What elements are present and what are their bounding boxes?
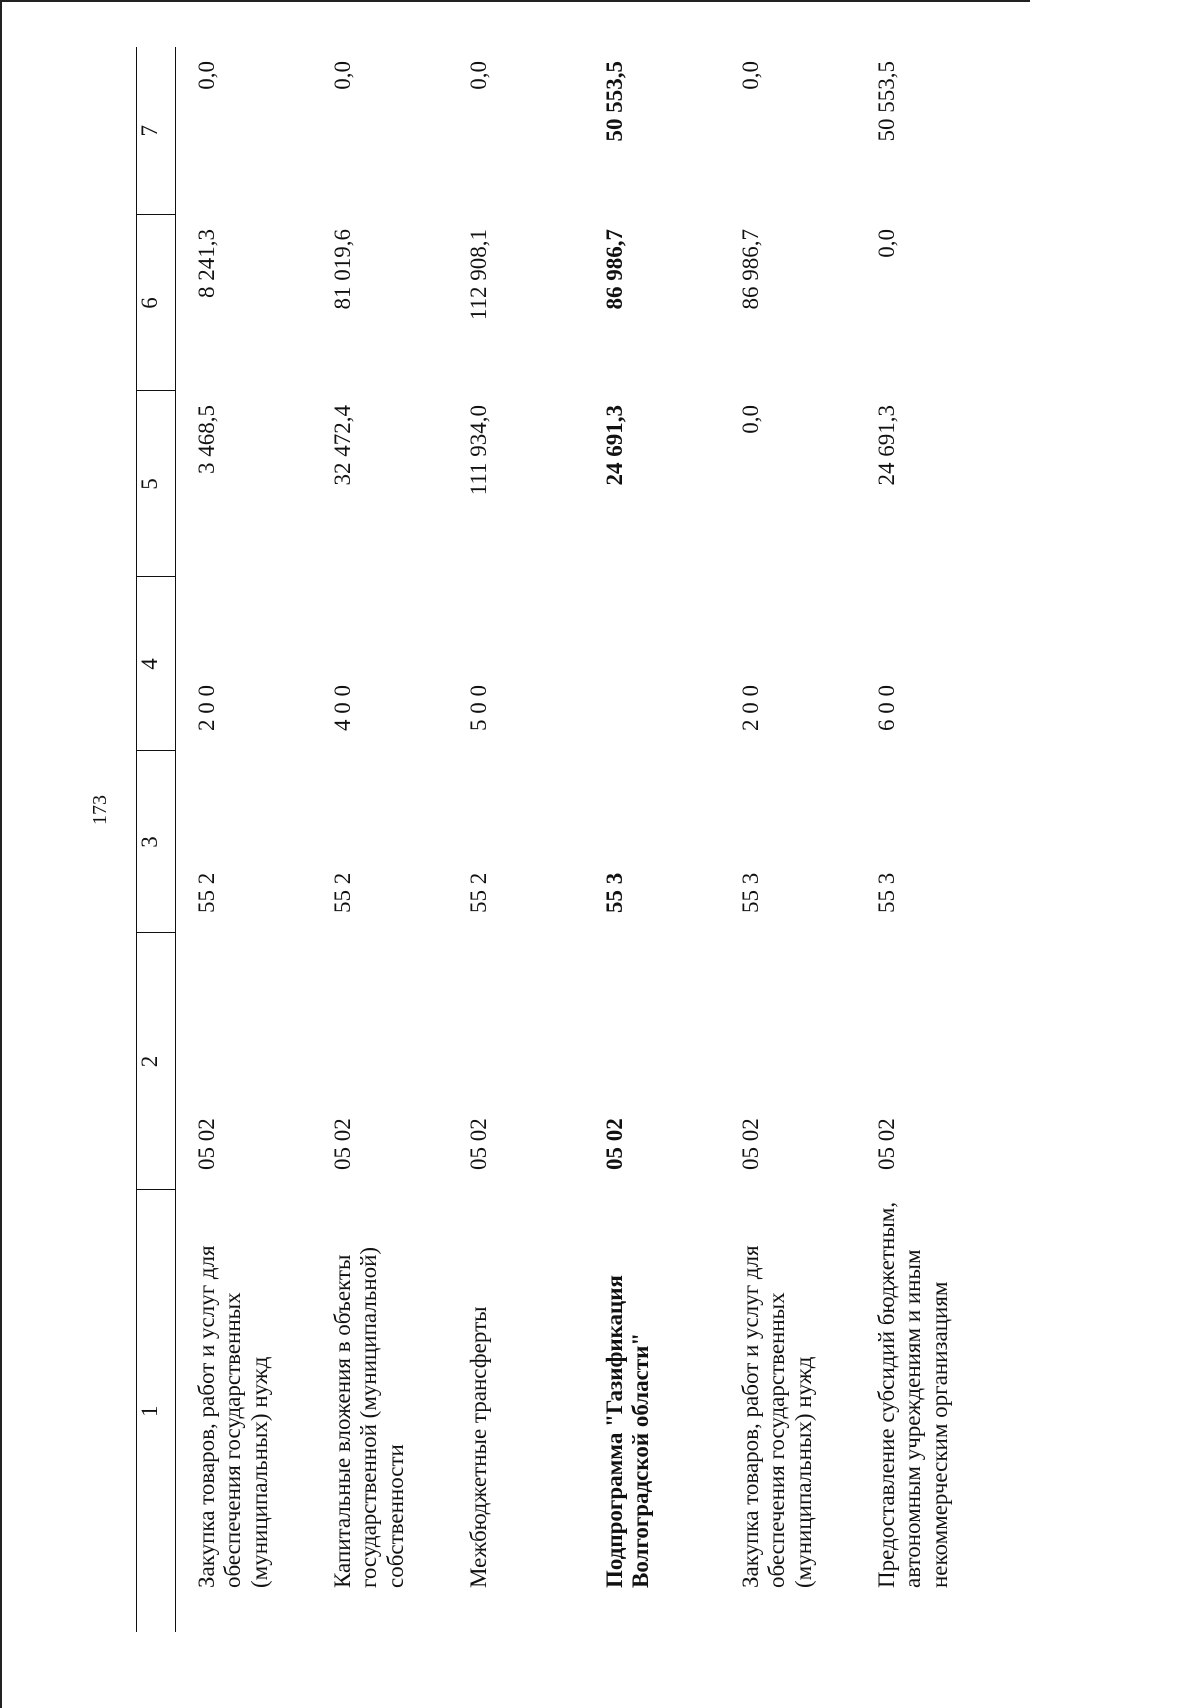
- column-header-7: 7: [137, 47, 176, 215]
- section-code: 05 02: [194, 1118, 219, 1170]
- column-header-6: 6: [137, 215, 176, 391]
- section-code: 05 02: [602, 1118, 627, 1170]
- column-header-1: 1: [137, 1190, 176, 1632]
- scan-edge-left: [0, 0, 2, 1708]
- expense-type-code: [584, 577, 720, 751]
- section-code: 05 02: [466, 1118, 491, 1170]
- table-header-row: [137, 47, 176, 1632]
- section-code: 05 02: [330, 1118, 355, 1170]
- amount-col-6: 0,0: [874, 229, 899, 258]
- table-row: [312, 47, 448, 1632]
- table-row: [176, 47, 313, 1632]
- amount-col-6: 8 241,3: [194, 229, 219, 298]
- row-name: Закупка товаров, работ и услуг для обеспечения государственных (муниципальных) нужд: [738, 1245, 816, 1588]
- scan-edge-top: [0, 0, 1030, 2]
- amount-col-7: 0,0: [738, 61, 763, 90]
- row-name: Капитальные вложения в объекты государственной (муниципальной) собственности: [330, 1246, 408, 1588]
- expense-type-code: 2 0 0: [738, 685, 763, 731]
- row-name: Межбюджетные трансферты: [466, 1306, 491, 1588]
- expense-type-code: 5 0 0: [466, 685, 491, 731]
- section-code: 05 02: [738, 1118, 763, 1170]
- target-code: 55 3: [874, 872, 899, 913]
- amount-col-5: 111 934,0: [466, 405, 491, 496]
- amount-col-7: 50 553,5: [602, 61, 627, 142]
- amount-col-7: 0,0: [466, 61, 491, 90]
- amount-col-7: 0,0: [330, 61, 355, 90]
- amount-col-6: 86 986,7: [602, 229, 627, 310]
- table-row-subprogram: [584, 47, 720, 1632]
- column-header-3: 3: [137, 751, 176, 933]
- expense-type-code: 6 0 0: [874, 685, 899, 731]
- target-code: 55 2: [330, 872, 355, 913]
- amount-col-6: 86 986,7: [738, 229, 763, 310]
- target-code: 55 3: [602, 872, 627, 913]
- column-header-5: 5: [137, 391, 176, 577]
- page-number: 173: [89, 795, 111, 825]
- amount-col-5: 32 472,4: [330, 405, 355, 486]
- budget-table: [136, 47, 1006, 1632]
- table-row: [448, 47, 584, 1632]
- row-name: Подпрограмма "Газификация Волгоградской области": [602, 1275, 654, 1588]
- table-row: [856, 47, 1006, 1632]
- column-header-2: 2: [137, 933, 176, 1190]
- target-code: 55 3: [738, 872, 763, 913]
- amount-col-5: 24 691,3: [602, 405, 627, 486]
- amount-col-5: 24 691,3: [874, 405, 899, 486]
- amount-col-7: 0,0: [194, 61, 219, 90]
- expense-type-code: 2 0 0: [194, 685, 219, 731]
- target-code: 55 2: [466, 872, 491, 913]
- table-row: [720, 47, 856, 1632]
- section-code: 05 02: [874, 1118, 899, 1170]
- amount-col-6: 81 019,6: [330, 229, 355, 310]
- amount-col-5: 0,0: [738, 405, 763, 434]
- row-name: Закупка товаров, работ и услуг для обеспечения государственных (муниципальных) нужд: [194, 1245, 272, 1588]
- amount-col-7: 50 553,5: [874, 61, 899, 142]
- amount-col-5: 3 468,5: [194, 405, 219, 474]
- row-name: Предоставление субсидий бюджетным, автономным учреждениям и иным некоммерческим организациям: [874, 1201, 952, 1588]
- amount-col-6: 112 908,1: [466, 229, 491, 321]
- expense-type-code: 4 0 0: [330, 685, 355, 731]
- column-header-4: 4: [137, 577, 176, 751]
- rotated-page-content: [136, 47, 952, 1632]
- target-code: 55 2: [194, 872, 219, 913]
